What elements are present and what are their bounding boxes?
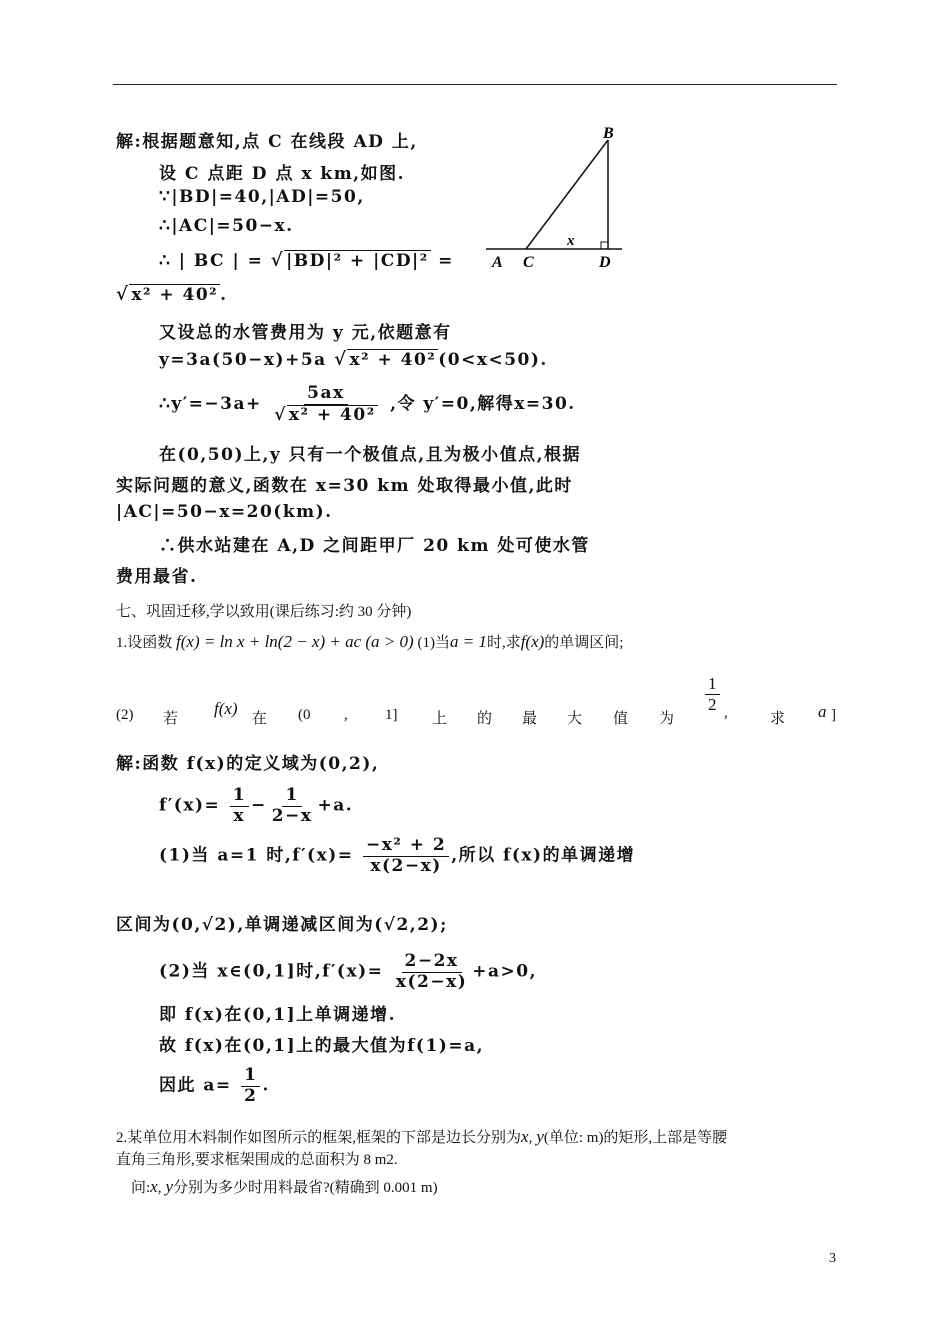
q2-token: 大	[567, 711, 583, 727]
p2-comma: ,	[157, 1180, 162, 1196]
section7-title: 七、巩固迁移,学以致用(课后练习:约 30 分钟)	[116, 604, 412, 620]
solution1-line13: ∴供水站建在 A,D 之间距甲厂 20 km 处可使水管	[159, 536, 590, 556]
q2-token: 1]	[385, 707, 398, 723]
equals-sign: =	[438, 251, 454, 271]
q2-bracket: ]	[831, 707, 836, 723]
solution2-line2	[159, 786, 353, 826]
derivative-solve: ,令 y′=0,解得x=30.	[390, 394, 576, 415]
sqrt-sign: √	[116, 284, 130, 305]
page-number: 3	[829, 1251, 836, 1266]
fraction	[363, 836, 449, 876]
numerator: 5ax	[304, 384, 347, 405]
q2-token: 最	[522, 711, 538, 727]
denominator: x(2−x)	[370, 855, 442, 876]
p2-y: y	[165, 1177, 174, 1196]
derivative-label: f′(x)=	[159, 795, 221, 816]
solution1-line14: 费用最省.	[116, 567, 198, 587]
solution2-line1: 解:函数 f(x)的定义域为(0,2),	[116, 754, 380, 774]
solution2-line4: 区间为(0,√2),单调递减区间为(√2,2);	[116, 915, 448, 935]
period: .	[262, 1075, 270, 1096]
minus: −	[251, 795, 267, 816]
problem2-line2: 直角三角形,要求框架围成的总面积为 8 m2.	[116, 1152, 398, 1168]
denominator: 2	[708, 694, 717, 714]
label-c: C	[523, 254, 534, 271]
radicand: x² + 40²	[288, 404, 376, 425]
q2-token: ,	[344, 707, 348, 723]
radicand: x² + 40²	[131, 285, 219, 305]
part1-result: ,所以 f(x)的单调递增	[451, 845, 636, 866]
p2-comma: ,	[528, 1130, 533, 1146]
part2-result: +a>0,	[472, 961, 538, 982]
p2-text: 分别为多少时用料最省?(精确到 0.001 m)	[173, 1180, 438, 1196]
solution1-line8	[159, 349, 548, 370]
denominator: √ x² + 40²	[274, 404, 376, 425]
q2-token: 为	[659, 711, 675, 727]
derivative-expr: ∴y′=−3a+	[159, 394, 262, 415]
solution1-line7: 又设总的水管费用为 y 元,依题意有	[159, 323, 452, 343]
solution1-line4: ∴|AC|=50−x.	[159, 216, 294, 236]
q1-ask: 的单调区间;	[544, 635, 624, 651]
numerator: 1	[230, 786, 249, 807]
denominator: 2−x	[271, 805, 313, 826]
p2-ask: 问:	[131, 1180, 151, 1196]
solution2-line3	[159, 836, 635, 876]
q2-token: 求	[770, 711, 786, 727]
solution1-line5	[159, 250, 454, 271]
denominator: x(2−x)	[395, 971, 468, 992]
q2-fx: f(x)	[214, 699, 238, 718]
q2-fraction	[703, 674, 722, 714]
p2-y: y	[536, 1127, 544, 1146]
radicand: x² + 40²	[349, 350, 437, 370]
p2-text: 2.某单位用木料制作如图所示的框架,框架的下部是边长分别为	[116, 1130, 522, 1146]
solution2-line5	[159, 952, 537, 992]
q1-prefix: 1.设函数	[116, 635, 173, 651]
plus-a: +a.	[317, 795, 354, 816]
solution1-line10: 在(0,50)上,y 只有一个极值点,且为极小值点,根据	[159, 445, 582, 465]
label-d: D	[599, 254, 611, 271]
period: .	[220, 285, 228, 305]
q2-a: a	[818, 702, 827, 721]
solution1-line9	[159, 384, 576, 425]
p2-text: (单位: m)的矩形,上部是等腰	[543, 1130, 728, 1146]
question1	[116, 631, 623, 652]
q1-a-value: a = 1	[449, 632, 487, 651]
sqrt-sign: √	[270, 250, 285, 271]
q2-token: 在	[252, 711, 268, 727]
q1-part1: (1)当	[417, 635, 450, 651]
fraction	[705, 674, 720, 714]
fraction	[393, 952, 470, 992]
label-x: x	[567, 233, 575, 249]
conclusion: 因此 a=	[159, 1075, 232, 1096]
solution2-line7: 故 f(x)在(0,1]上的最大值为f(1)=a,	[159, 1036, 485, 1056]
q2-token: 上	[432, 711, 448, 727]
cost-expr: y=3a(50−x)+5a	[159, 350, 327, 370]
denominator: 2	[244, 1085, 258, 1106]
denominator: x	[233, 805, 246, 826]
part2-label: (2)当 x∈(0,1]时,f′(x)=	[159, 961, 384, 982]
q2-token: (0	[298, 707, 311, 723]
solution2-line6: 即 f(x)在(0,1]上单调递增.	[159, 1005, 397, 1025]
numerator: −x² + 2	[363, 836, 449, 857]
solution1-line1: 解:根据题意知,点 C 在线段 AD 上,	[116, 132, 418, 152]
label-b: B	[603, 125, 614, 142]
right-angle-mark	[601, 242, 608, 249]
fraction	[269, 786, 316, 826]
domain: (0<x<50).	[438, 350, 548, 370]
bc-radicand: |BD|² + |CD|²	[286, 251, 429, 271]
part1-label: (1)当 a=1 时,f′(x)=	[159, 845, 354, 866]
solution1-line2: 设 C 点距 D 点 x km,如图.	[159, 164, 406, 184]
problem2-line1	[116, 1126, 727, 1147]
q2-token: 若	[163, 711, 179, 727]
numerator: 1	[241, 1066, 260, 1087]
header-rule	[113, 84, 837, 85]
bc-label: ∴ | BC | =	[159, 251, 264, 271]
numerator: 1	[282, 786, 301, 807]
fraction	[230, 786, 249, 826]
solution1-line6	[116, 284, 228, 305]
q1-when: 时,求	[486, 635, 521, 651]
sqrt-sign: √	[334, 349, 348, 370]
solution1-line11: 实际问题的意义,函数在 x=30 km 处取得最小值,此时	[116, 476, 573, 496]
numerator: 1	[705, 674, 720, 695]
fraction	[241, 1066, 260, 1106]
q2-comma: ,	[724, 705, 728, 721]
p2-x: x	[521, 1127, 529, 1146]
q2-token: (2)	[116, 707, 134, 723]
q1-fx: f(x)	[520, 632, 545, 651]
solution2-line8	[159, 1066, 270, 1106]
triangle-figure	[484, 124, 626, 274]
solution1-line12: |AC|=50−x=20(km).	[116, 502, 333, 522]
q1-function: f(x) = ln x + ln(2 − x) + ac (a > 0)	[176, 632, 414, 651]
solution1-line3: ∵|BD|=40,|AD|=50,	[159, 187, 365, 207]
fraction	[271, 384, 380, 425]
label-a: A	[492, 254, 503, 271]
problem2-line3	[131, 1176, 438, 1197]
numerator: 2−2x	[402, 952, 462, 973]
p2-x: x	[150, 1177, 158, 1196]
q2-token: 的	[477, 711, 493, 727]
q2-token: 值	[613, 711, 629, 727]
